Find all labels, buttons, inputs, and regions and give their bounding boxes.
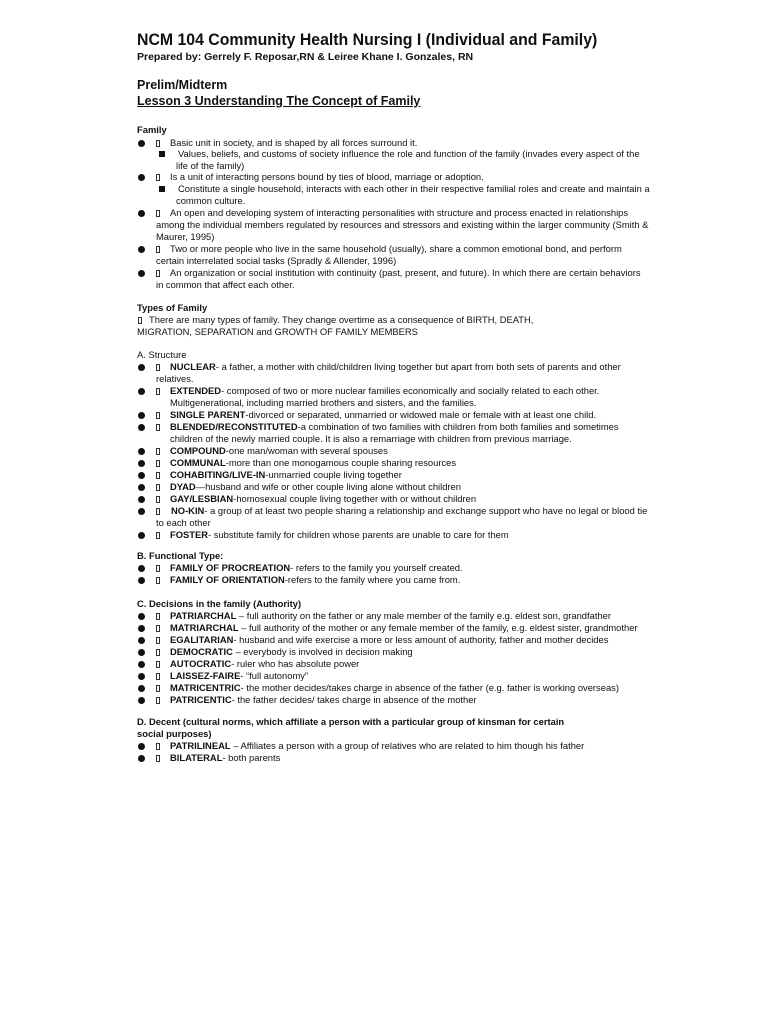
list-item	[170, 445, 388, 457]
list-item	[170, 469, 402, 481]
bullet-icon	[138, 270, 145, 277]
list-item-description: -one man/woman with several spouses	[225, 445, 388, 456]
exam-period: Prelim/Midterm	[137, 78, 228, 92]
types-intro: There are many types of family. They change overtime as a consequence of BIRTH, DEATH,	[149, 314, 534, 325]
list-item-term: DEMOCRATIC	[170, 646, 233, 657]
document-title: NCM 104 Community Health Nursing I (Individual and Family)	[137, 31, 598, 49]
descent-heading: D. Decent (cultural norms, which affiliate a person with a particular group of kinsman for certain	[137, 716, 565, 727]
types-heading: Types of Family	[137, 302, 208, 313]
missing-glyph-icon	[156, 448, 160, 455]
missing-glyph-icon	[156, 673, 160, 680]
bullet-icon	[138, 460, 145, 467]
missing-glyph-icon	[156, 270, 160, 277]
bullet-icon	[138, 637, 145, 644]
list-item-term: BLENDED/RECONSTITUTED	[170, 421, 298, 432]
bullet-icon	[138, 448, 145, 455]
list-item	[170, 670, 308, 682]
missing-glyph-icon	[156, 364, 160, 371]
list-item-term: GAY/LESBIAN	[170, 493, 234, 504]
bullet-icon	[138, 412, 145, 419]
list-item-description: - ruler who has absolute power	[231, 658, 360, 669]
list-item-term: COHABITING/LIVE-IN	[170, 469, 266, 480]
list-item	[170, 622, 638, 634]
list-item-description: -more than one monogamous couple sharing resources	[225, 457, 457, 468]
missing-glyph-icon	[156, 532, 160, 539]
list-item-description: -divorced or separated, unmarried or widowed male or female with at least one child.	[245, 409, 597, 420]
list-item-description: - a father, a mother with child/children living together but apart from both sets of parents and other	[215, 361, 621, 372]
missing-glyph-icon	[156, 613, 160, 620]
bullet-icon	[138, 661, 145, 668]
missing-glyph-icon	[156, 210, 160, 217]
family-def-2-sub: Constitute a single household, interacts with each other in their respective familial roles and create and maintain a	[178, 183, 650, 194]
bullet-icon	[138, 743, 145, 750]
list-item-description: - both parents	[222, 752, 281, 763]
square-bullet-icon	[159, 186, 165, 192]
missing-glyph-icon	[138, 317, 142, 324]
functional-heading: B. Functional Type:	[137, 550, 224, 561]
list-item-description: - composed of two or more nuclear families economically and socially related to each other.	[221, 385, 600, 396]
list-item	[171, 505, 647, 517]
list-item-term: SINGLE PARENT	[170, 409, 246, 420]
missing-glyph-icon	[156, 743, 160, 750]
bullet-icon	[138, 364, 145, 371]
list-item-term: FOSTER	[170, 529, 209, 540]
missing-glyph-icon	[156, 577, 160, 584]
family-def-2: Is a unit of interacting persons bound by ties of blood, marriage or adoption.	[170, 171, 484, 182]
missing-glyph-icon	[156, 174, 160, 181]
missing-glyph-icon	[156, 496, 160, 503]
missing-glyph-icon	[156, 484, 160, 491]
list-item-term: BILATERAL	[170, 752, 223, 763]
bullet-icon	[138, 210, 145, 217]
missing-glyph-icon	[156, 388, 160, 395]
family-def-5-cont: in common that affect each other.	[156, 279, 295, 290]
list-item	[170, 529, 509, 541]
family-def-4-cont: certain interrelated social tasks (Spradly & Allender, 1996)	[156, 255, 397, 266]
missing-glyph-icon	[156, 625, 160, 632]
list-item-term: MATRIARCHAL	[170, 622, 239, 633]
list-item-term: COMMUNAL	[170, 457, 226, 468]
list-item-term: PATRILINEAL	[170, 740, 231, 751]
list-item-description: – full authority of the mother or any female member of the family, e.g. eldest sister, grandmother	[238, 622, 638, 633]
missing-glyph-icon	[156, 637, 160, 644]
missing-glyph-icon	[156, 424, 160, 431]
bullet-icon	[138, 649, 145, 656]
list-item-description: -a combination of two families with children from both families and sometimes	[297, 421, 619, 432]
list-item	[170, 610, 611, 622]
family-def-2-sub-cont: common culture.	[176, 195, 246, 206]
missing-glyph-icon	[156, 565, 160, 572]
bullet-icon	[138, 577, 145, 584]
list-item	[170, 562, 463, 574]
list-item-description: – everybody is involved in decision making	[232, 646, 413, 657]
bullet-icon	[138, 496, 145, 503]
list-item	[170, 385, 599, 397]
family-def-3: An open and developing system of interacting personalities with structure and process enacted in relationships	[170, 207, 629, 218]
bullet-icon	[138, 613, 145, 620]
list-item-description: – Affiliates a person with a group of relatives who are related to him though his father	[230, 740, 585, 751]
list-item-term: COMPOUND	[170, 445, 226, 456]
list-item-description: -unmarried couple living together	[265, 469, 402, 480]
list-item-description: – full authority on the father or any male member of the family e.g. eldest son, grandfather	[236, 610, 611, 621]
list-item-description: - the father decides/ takes charge in absence of the mother	[231, 694, 477, 705]
list-item	[170, 646, 413, 658]
missing-glyph-icon	[156, 697, 160, 704]
list-item	[170, 694, 477, 706]
bullet-icon	[138, 755, 145, 762]
list-item-term: FAMILY OF PROCREATION	[170, 562, 291, 573]
family-heading: Family	[137, 124, 167, 135]
bullet-icon	[138, 472, 145, 479]
prepared-by: Prepared by: Gerrely F. Reposar,RN & Leiree Khane I. Gonzales, RN	[137, 51, 474, 63]
list-item-term: NO-KIN	[171, 505, 205, 516]
list-item-term: LAISSEZ-FAIRE	[170, 670, 241, 681]
list-item	[170, 421, 619, 433]
missing-glyph-icon	[156, 412, 160, 419]
bullet-icon	[138, 424, 145, 431]
missing-glyph-icon	[156, 661, 160, 668]
list-item-term: EXTENDED	[170, 385, 222, 396]
missing-glyph-icon	[156, 472, 160, 479]
square-bullet-icon	[159, 151, 165, 157]
missing-glyph-icon	[156, 246, 160, 253]
structure-heading: A. Structure	[137, 349, 187, 360]
list-item	[170, 658, 359, 670]
bullet-icon	[138, 625, 145, 632]
list-item	[170, 740, 584, 752]
list-item	[170, 361, 621, 373]
list-item-description: - the mother decides/takes charge in absence of the father (e.g. father is working overseas)	[240, 682, 619, 693]
bullet-icon	[138, 388, 145, 395]
missing-glyph-icon	[156, 140, 160, 147]
family-def-1-sub: Values, beliefs, and customs of society influence the role and function of the family (invades every aspect of the	[178, 148, 640, 159]
bullet-icon	[138, 174, 145, 181]
missing-glyph-icon	[156, 460, 160, 467]
list-item-description: - husband and wife exercise a more or less amount of authority, father and mother decides	[233, 634, 609, 645]
missing-glyph-icon	[156, 649, 160, 656]
list-item	[170, 493, 476, 505]
list-item	[170, 682, 619, 694]
family-def-4: Two or more people who live in the same household (usually), share a common emotional bond, and perform	[170, 243, 622, 254]
family-def-1-sub-cont: life of the family)	[176, 160, 245, 171]
list-item-description: - “full autonomy”	[240, 670, 309, 681]
types-intro-cont: MIGRATION, SEPARATION and GROWTH OF FAMILY MEMBERS	[137, 326, 418, 337]
bullet-icon	[138, 685, 145, 692]
list-item-term: EGALITARIAN	[170, 634, 234, 645]
bullet-icon	[138, 673, 145, 680]
list-item-continuation: to each other	[156, 517, 211, 528]
list-item-term: NUCLEAR	[170, 361, 216, 372]
list-item	[170, 457, 456, 469]
lesson-title: Lesson 3 Understanding The Concept of Family	[137, 94, 421, 108]
missing-glyph-icon	[156, 685, 160, 692]
list-item-term: MATRICENTRIC	[170, 682, 241, 693]
list-item-term: FAMILY OF ORIENTATION	[170, 574, 285, 585]
descent-heading-cont: social purposes)	[137, 728, 212, 739]
family-def-3-cont: Maurer, 1995)	[156, 231, 215, 242]
bullet-icon	[138, 140, 145, 147]
list-item-term: PATRIARCHAL	[170, 610, 237, 621]
list-item-description: - substitute family for children whose parents are unable to care for them	[208, 529, 509, 540]
family-def-5: An organization or social institution with continuity (past, present, and future). In which there are certain behaviors	[170, 267, 641, 278]
bullet-icon	[138, 565, 145, 572]
list-item	[170, 481, 461, 493]
list-item-term: PATRICENTIC	[170, 694, 232, 705]
list-item-continuation: relatives.	[156, 373, 194, 384]
list-item-description: - refers to the family you yourself created.	[290, 562, 463, 573]
list-item-continuation: Multigenerational, including married brothers and sisters, and the families.	[170, 397, 477, 408]
list-item	[170, 409, 596, 421]
list-item	[170, 574, 460, 586]
family-def-1: Basic unit in society, and is shaped by all forces surround it.	[170, 137, 418, 148]
bullet-icon	[138, 532, 145, 539]
list-item-term: DYAD	[170, 481, 196, 492]
list-item-description: - a group of at least two people sharing a relationship and exchange support who have no legal or blood tie	[204, 505, 648, 516]
list-item	[170, 634, 608, 646]
list-item-description: -refers to the family where you came from.	[284, 574, 461, 585]
decisions-heading: C. Decisions in the family (Authority)	[137, 598, 302, 609]
bullet-icon	[138, 484, 145, 491]
bullet-icon	[138, 697, 145, 704]
family-def-3-cont: among the individual members regulated by resources and stressors and existing within the larger community (Smith &	[156, 219, 649, 230]
list-item	[170, 752, 280, 764]
list-item-description: —husband and wife or other couple living alone without children	[195, 481, 461, 492]
list-item-description: -homosexual couple living together with or without children	[233, 493, 477, 504]
bullet-icon	[138, 508, 145, 515]
missing-glyph-icon	[156, 755, 160, 762]
list-item-term: AUTOCRATIC	[170, 658, 232, 669]
bullet-icon	[138, 246, 145, 253]
missing-glyph-icon	[156, 508, 160, 515]
list-item-continuation: children of the newly married couple. It is also a remarriage with children from previous marriage.	[170, 433, 572, 444]
